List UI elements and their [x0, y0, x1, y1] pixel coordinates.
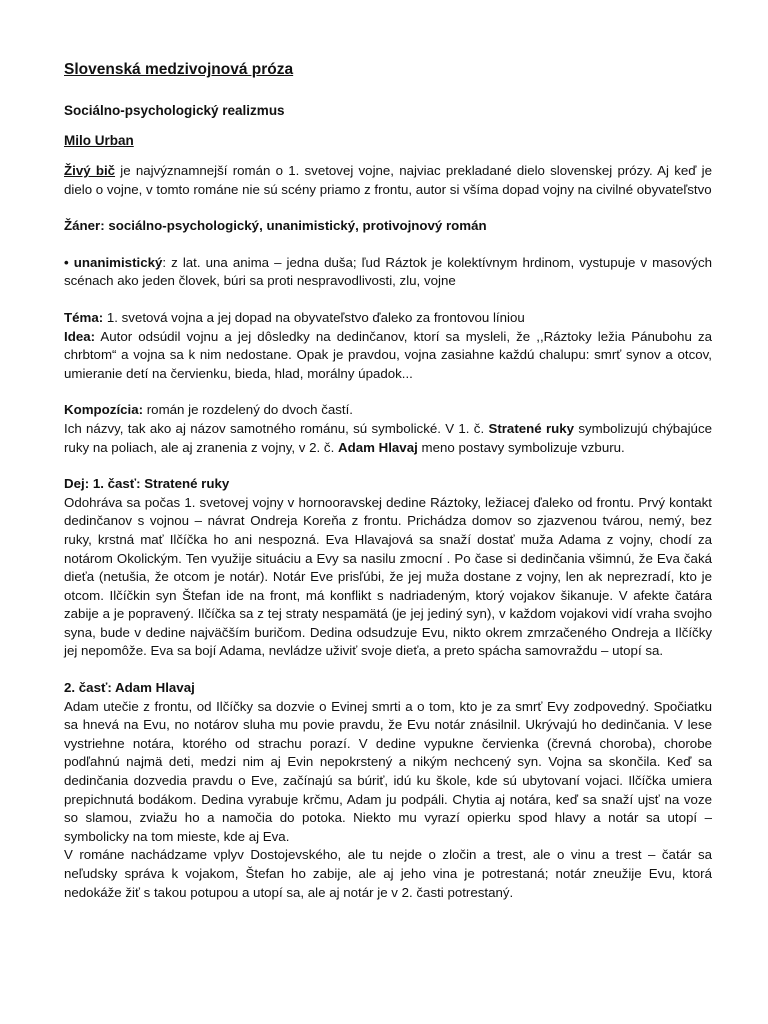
idea-paragraph	[64, 328, 712, 384]
bullet-icon: •	[64, 254, 69, 270]
plot1-text: Odohráva sa počas 1. svetovej vojny v hornooravskej dedine Ráztoky, ležiacej ďaleko od frontu. Prvý kontakt dedinčanov s vojnou – návrat Ondreja Koreňa z frontu. Prichádza domov so zjazvenou tvárou, nemý, bez ruky, krstná mať Ilčíčka ho ani nespozná. Eva Hlavajová sa snaží dostať muža Adama z vojny, chodí za notárom Okolickým. Ten využije situáciu a Evy sa nasilu zmocní . Po čase si dedinčania všimnú, že Eva čaká dieťa (netušia, že otcom je notár). Notár Eve prisľúbi, že jej muža dostane z vojny, len ak neprezradí, kto je otcom. Ilčíčkin syn Štefan ide na front, má konflikt s nadriadeným, ktorý vojakov šikanuje. V afekte čatára zabije a je popravený. Ilčíčka sa z tej straty nespamätá (je jej jediný syn), v každom vojakovi vidí vraha svojho syna, bude v dedine najväčším buričom. Dedina odsudzuje Evu, nikto okrem zmrzačeného Ondreja a Ilčíčky jej nepomôže. Eva sa bojí Adama, nevládze uživiť svoje dieťa, a preto spácha samovraždu – utopí sa.	[64, 494, 712, 659]
part2-name: Adam Hlavaj	[337, 439, 418, 455]
document-title: Slovenská medzivojnová próza	[64, 61, 294, 78]
genre-line: Žáner: sociálno-psychologický, unanimistický, protivojnový román	[64, 218, 487, 234]
composition-text-a: Ich názvy, tak ako aj názov samotného románu, sú symbolické. V 1. č.	[64, 420, 489, 436]
composition-paragraph	[64, 401, 712, 420]
theme-paragraph	[64, 309, 712, 328]
closing-paragraph: V románe nachádzame vplyv Dostojevského, ale tu nejde o zločin a trest, ale o vinu a trest – čatár sa neľudsky správa k vojakom, Štefan ho zabije, ale aj jeho vina je potrestaná; notár zneužije Evu, ktorá nedokáže žiť s takou potupou a utopí sa, ale aj notár je v 2. časti potrestaný.	[64, 847, 712, 900]
part1-name: Stratené ruky	[488, 420, 575, 436]
idea-label: Idea:	[64, 328, 96, 344]
unanimism-text: : z lat. una anima – jedna duša; ľud Ráztok je kolektívnym hrdinom, vystupuje v masových scénach ako jeden človek, búri sa proti nespravodlivosti, zlu, vojne	[64, 254, 712, 289]
composition-text-c: meno postavy symbolizuje vzburu.	[417, 439, 625, 455]
theme-text: 1. svetová vojna a jej dopad na obyvateľstvo ďaleko za frontovou líniou	[103, 309, 525, 325]
intro-text: je najvýznamnejší román o 1. svetovej vojne, najviac prekladané dielo slovenskej prózy. Aj keď je dielo o vojne, v tomto románe nie sú scény priamo z frontu, autor si všíma dopad vojny na civilné obyvateľstvo	[64, 163, 712, 197]
composition-text: román je rozdelený do dvoch častí.	[143, 402, 353, 418]
author-name: Milo Urban	[64, 133, 134, 148]
theme-label: Téma:	[64, 309, 104, 325]
unanimism-paragraph	[64, 254, 712, 291]
plot1-heading: Dej: 1. časť: Stratené ruky	[64, 476, 230, 492]
unanimism-term: unanimistický	[73, 254, 163, 270]
idea-text: Autor odsúdil vojnu a jej dôsledky na dedinčanov, ktorí sa mysleli, že ,,Ráztoky ležia Pánubohu za chrbtom“ a vojna sa k nim nedostane. Opak je pravdou, vojna zasiahne každú chalupu: smrť synov a otcov, umieranie detí na červienku, bieda, hlad, morálny úpadok...	[64, 328, 712, 381]
composition-symbolism	[64, 420, 712, 457]
intro-paragraph	[64, 162, 712, 199]
plot2-text: Adam utečie z frontu, od Ilčíčky sa dozvie o Evinej smrti a o tom, kto je za smrť Evy zodpovedný. Spočiatku sa hnevá na Evu, no notárov sluha mu povie pravdu, že Evu notár znásilnil. Ukrývajú ho dedinčania. V lese vystriehne notára, ktorého od strachu porazí. V dedine vypukne červienka (črevná choroba), chorobe podľahnú najmä deti, medzi nim aj Evin nepokrstený a nikým nechcený syn. Vojna sa skončila. Keď sa dedinčania dozvedia pravdu o Eve, začínajú sa búriť, idú ku škole, kde sú ubytovaní vojaci. Ilčíčka umiera prepichnutá bodákom. Dedina vyrabuje krčmu, Adam ju podpáli. Chytia aj notára, keď sa snaží ujsť na voze so slamou, zviažu ho a namočia do potoka. Niekto mu vyrazí opierku spod hlavy a notár sa utopí – symbolicky na tom mieste, kde aj Eva.	[64, 698, 712, 844]
composition-label: Kompozícia:	[64, 402, 144, 418]
book-title: Živý bič	[64, 163, 116, 178]
section-subtitle: Sociálno-psychologický realizmus	[64, 103, 285, 118]
composition-text-b: symbolizujú chýbajúce ruky na poliach, ale aj zranenia z vojny, v 2. č.	[64, 420, 712, 455]
plot2-heading: 2. časť: Adam Hlavaj	[64, 680, 195, 696]
